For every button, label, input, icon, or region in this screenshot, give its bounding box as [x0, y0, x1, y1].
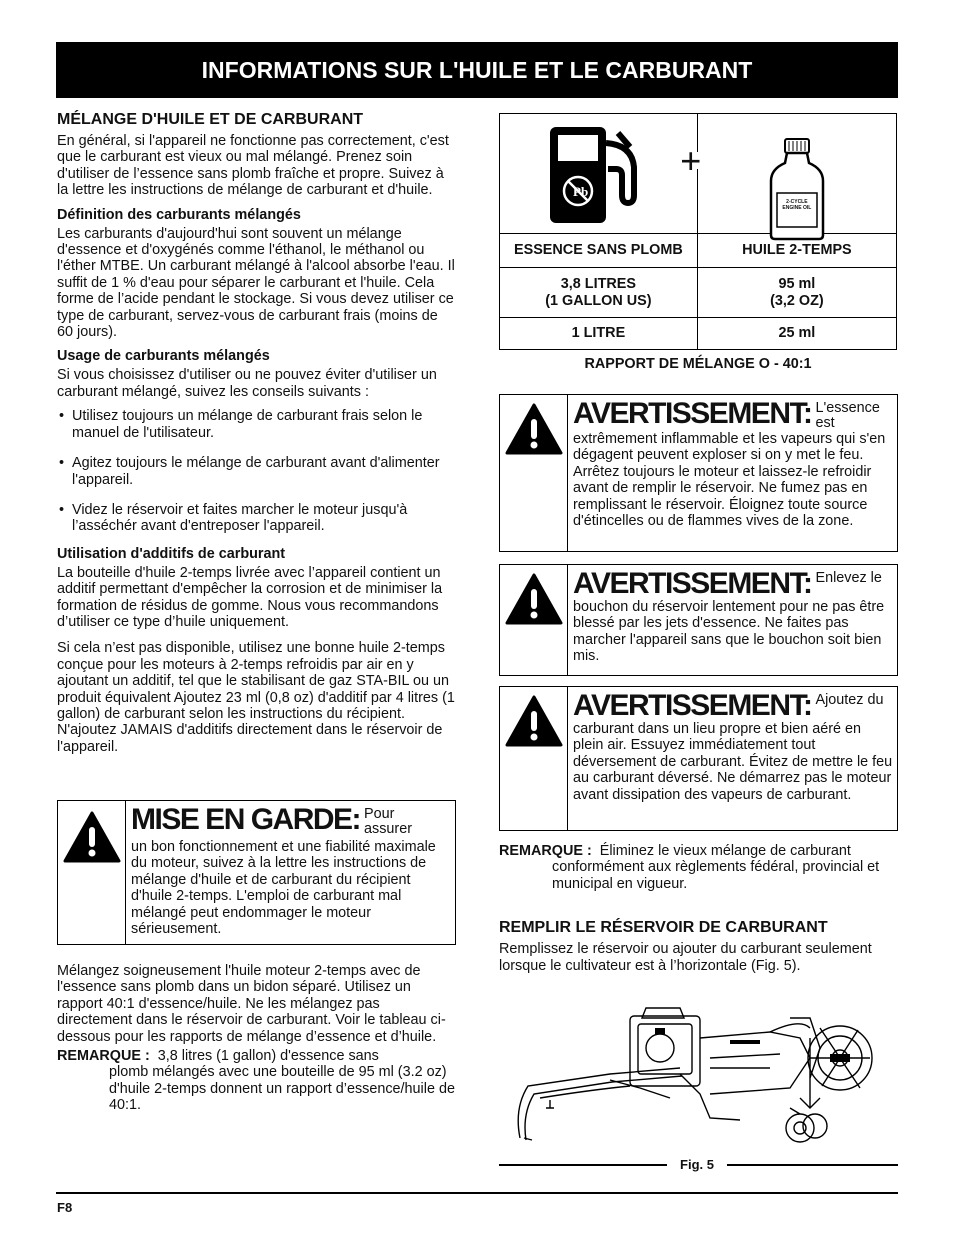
mix-section — [57, 963, 455, 1114]
right-lower-column — [499, 843, 897, 974]
bullet-icon: • — [59, 501, 65, 518]
header-cell-oil: HUILE 2-TEMPS — [697, 234, 896, 268]
warning-icon — [500, 395, 568, 551]
left-column — [57, 110, 455, 755]
caution-heading: MISE EN GARDE: — [131, 803, 361, 836]
cell-litre-oil: 25 ml — [697, 318, 896, 350]
mix-ratio-table — [499, 113, 897, 350]
footer-rule — [56, 1192, 898, 1194]
def-heading: Définition des carburants mélangés — [57, 206, 301, 223]
note-label: REMARQUE : — [57, 1048, 150, 1065]
caution-lead: Pour assurer — [364, 806, 413, 837]
figure-caption: Fig. 5 — [680, 1157, 714, 1172]
additive-paragraph-2: Si cela n’est pas disponible, utilisez une bonne huile 2-temps conçue pour les moteurs à 2-temps refroidis par air en y ajoutant un additif, tel que le stabilisant de gaz STA-BIL ou un produit équivalent Ajoutez 23 ml (0,8 oz) d'additif par 4 litres (1 gallon) de carburant selon les instructions du récipient. N'ajoutez JAMAIS d'additifs directement dans le réservoir de l'appareil. — [57, 640, 455, 755]
cell-gallon-gas: 3,8 LITRES (1 GALLON US) — [500, 268, 698, 318]
warning-box-ventilation — [499, 686, 898, 831]
oil-bottle-cell — [697, 114, 896, 234]
list-item: • Videz le réservoir et faites marcher le moteur jusqu'à l’asséchér avant d'entreposer l'appareil. — [59, 501, 408, 535]
note-label: REMARQUE : — [499, 843, 592, 859]
mix-paragraph: Mélangez soigneusement l'huile moteur 2-temps avec de l'essence sans plomb dans un bidon séparé. Utilisez un rapport 40:1 d'essence/huile. Ne les mélangez pas directement dans le réservoir de carburant. Voir le tableau ci-dessous pour les rapports de mélange d’essence et d’huile. — [57, 963, 446, 1045]
warning-lead: L'essence est — [815, 400, 880, 431]
usage-bullet-list — [57, 408, 455, 534]
additive-paragraph-1: La bouteille d'huile 2-temps livrée avec l’appareil contient un additif permettant d'empêcher la corrosion et de minimiser la formation de résidus de gomme. Nous vous recommandons d’utiliser ce type d’huile uniquement. — [57, 564, 443, 630]
mix-ratio-caption: RAPPORT DE MÉLANGE O - 40:1 — [584, 356, 812, 372]
def-paragraph: Les carburants d'aujourd'hui sont souvent un mélange d'essence et d'oxygénés comme l'éthanol, le méthanol ou l'éther MTBE. Un carburant mélangé à l'alcool absorbe l'eau. Il suffit de 1 % d'eau pour séparer le carburant et l'huile. Cela forme de l’acide pendant le stockage. Si vous devez utiliser ce type de carburant, servez-vous de carburant frais (moins de 60 jours). — [57, 225, 455, 341]
section-title-mix: MÉLANGE D'HUILE ET DE CARBURANT — [57, 111, 364, 128]
warning-icon — [500, 565, 568, 675]
figure-rule-right — [727, 1164, 898, 1166]
caution-icon — [58, 801, 126, 944]
figure-rule-left — [499, 1164, 667, 1166]
usage-heading: Usage de carburants mélangés — [57, 348, 270, 365]
bottle-label: 2-CYCLE ENGINE OIL — [782, 198, 812, 211]
fuel-pump-icon — [546, 123, 656, 225]
note-first-line: Éliminez le vieux mélange de carburant — [599, 843, 851, 859]
warning-heading: AVERTISSEMENT: — [573, 397, 812, 430]
bullet-icon: • — [59, 408, 65, 425]
intro-paragraph: En général, si l'appareil ne fonctionne pas correctement, c'est que le carburant est vieux ou mal mélangé. Prenez soin d'utiliser de l’essence sans plomb fraîche et propre. Suivez à la lettre les instructions de mélange de carburant et d'huile. — [57, 133, 449, 199]
right-note — [499, 843, 897, 892]
cultivator-illustration — [510, 998, 880, 1148]
usage-paragraph: Si vous choisissez d'utiliser ou ne pouvez éviter d'utiliser un carburant mélangé, suivez les conseils suivants : — [57, 367, 437, 400]
warning-lead: Enlevez le — [815, 570, 882, 586]
warning-text: carburant dans un lieu propre et bien aéré en plein air. Essuyez immédiatement tout déversement de carburant. Évitez de mettre le feu au carburant déversé. Ne démarrez pas le moteur avant dissipation des vapeurs de carburant. — [573, 721, 893, 803]
additive-heading: Utilisation d'additifs de carburant — [57, 545, 286, 562]
list-item: • Agitez toujours le mélange de carburant avant d'alimenter l'appareil. — [59, 455, 440, 488]
plus-sign: + — [680, 140, 702, 181]
warning-text: bouchon du réservoir lentement pour ne pas être blessé par les jets d'essence. Ne faites pas marcher l'appareil sans que le bouchon soit bien mis. — [573, 599, 885, 665]
warning-lead: Ajoutez du — [815, 692, 884, 708]
note-rest: plomb mélangés avec une bouteille de 95 ml (3.2 oz) d'huile 2-temps donnent un rapport d’essence/huile de 40:1. — [109, 1064, 455, 1114]
note-first-line: 3,8 litres (1 gallon) d'essence sans — [157, 1048, 379, 1065]
warning-box-cap — [499, 564, 898, 676]
cell-litre-gas: 1 LITRE — [500, 318, 698, 350]
page-number: F8 — [57, 1200, 73, 1215]
left-note — [57, 1048, 455, 1114]
warning-text: extrêmement inflammable et les vapeurs qui s'en dégagent peuvent exploser si on y met le feu. Arrêtez toujours le moteur et laissez-le refroidir avant de remplir le réservoir. Ne fumez pas en remplissant le réservoir. Éloignez toute source d'étincelles ou de flammes vives de la zone. — [573, 431, 886, 530]
page-banner: INFORMATIONS SUR L'HUILE ET LE CARBURANT — [56, 42, 898, 98]
fuel-pump-cell — [500, 114, 702, 234]
oil-bottle-icon — [767, 137, 827, 241]
caution-box — [57, 800, 456, 945]
fill-tank-title: REMPLIR LE RÉSERVOIR DE CARBURANT — [499, 919, 828, 937]
fill-tank-paragraph: Remplissez le réservoir ou ajouter du carburant seulement lorsque le cultivateur est à l’horizontale (Fig. 5). — [499, 941, 872, 974]
warning-heading: AVERTISSEMENT: — [573, 689, 812, 722]
svg-text:Pb: Pb — [573, 183, 589, 199]
warning-heading: AVERTISSEMENT: — [573, 567, 812, 600]
caution-text: un bon fonctionnement et une fiabilité maximale du moteur, suivez à la lettre les instructions de mélange d'huile et de carburant du récipient d'huile 2-temps. L'emploi de carburant mal mélangé peut endommager le moteur sérieusement. — [131, 839, 436, 938]
list-item: • Utilisez toujours un mélange de carburant frais selon le manuel de l'utilisateur. — [59, 408, 423, 441]
cell-gallon-oil: 95 ml (3,2 OZ) — [697, 268, 896, 318]
warning-icon — [500, 687, 568, 830]
header-cell-gasoline: ESSENCE SANS PLOMB — [500, 234, 698, 268]
bullet-icon: • — [59, 455, 65, 472]
warning-box-flammable — [499, 394, 898, 552]
note-rest: conformément aux règlements fédéral, provincial et municipal en vigueur. — [552, 859, 880, 892]
